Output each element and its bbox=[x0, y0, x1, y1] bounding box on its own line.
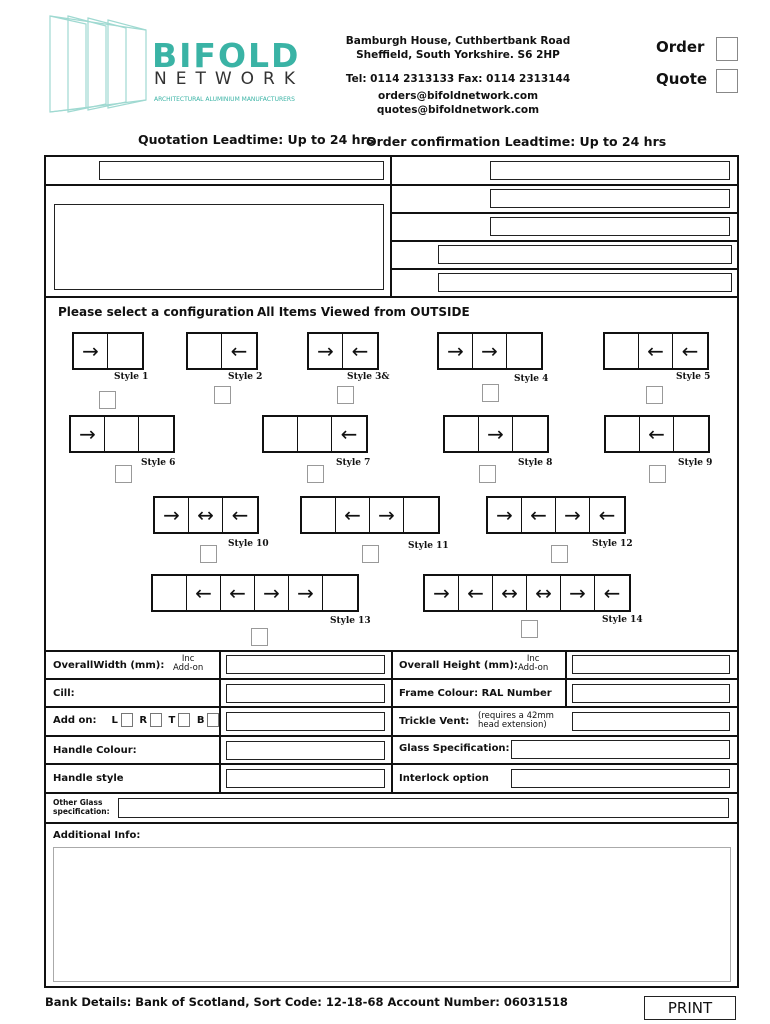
style-11-pane-3: → bbox=[370, 498, 404, 532]
style-10-checkbox[interactable] bbox=[200, 545, 217, 563]
style-14-pane-1: → bbox=[425, 576, 459, 610]
add-on-group bbox=[53, 713, 222, 728]
style-9-pane-2: ← bbox=[640, 417, 674, 451]
style-7-pane-3: ← bbox=[340, 422, 358, 446]
style-6-pane-2 bbox=[105, 417, 139, 451]
style-12-label: Style 12 bbox=[592, 539, 633, 549]
bank-details: Bank Details: Bank of Scotland, Sort Code: 12-18-68 Account Number: 06031518 bbox=[45, 995, 568, 1009]
style-13-pane-1 bbox=[153, 576, 187, 610]
handle-colour-label: Handle Colour: bbox=[53, 745, 137, 756]
style-13-pane-5: → bbox=[289, 576, 323, 610]
style-2-checkbox[interactable] bbox=[214, 386, 231, 404]
add-on-r-label: R bbox=[139, 715, 148, 726]
overall-width-field[interactable] bbox=[226, 655, 385, 674]
style-10-pane-2: ↔ bbox=[189, 498, 223, 532]
frame-colour-field[interactable] bbox=[572, 684, 730, 703]
style-5-pane-1 bbox=[605, 334, 639, 368]
style-11-pane-4 bbox=[404, 498, 438, 532]
additional-info-label: Additional Info: bbox=[53, 830, 141, 841]
quotation-leadtime: Quotation Leadtime: Up to 24 hrs bbox=[138, 132, 375, 147]
style-5-diagram bbox=[603, 332, 709, 370]
style-2-diagram bbox=[186, 332, 258, 370]
width-inc-addon bbox=[173, 655, 203, 673]
add-on-b-label: B bbox=[196, 715, 205, 726]
style-13-diagram bbox=[151, 574, 359, 612]
style-8-pane-3 bbox=[513, 417, 547, 451]
interlock-label: Interlock option bbox=[399, 773, 489, 784]
style-1-label: Style 1 bbox=[114, 372, 149, 382]
add-on-l-label: L bbox=[111, 715, 118, 726]
style-9-diagram bbox=[604, 415, 710, 453]
style-6-label: Style 6 bbox=[141, 458, 176, 468]
style-14-label: Style 14 bbox=[602, 615, 643, 625]
style-11-diagram bbox=[300, 496, 440, 534]
style-7-pane-2 bbox=[298, 417, 332, 451]
trickle-vent-field[interactable] bbox=[572, 712, 730, 731]
address-line-2: Sheffield, South Yorkshire. S6 2HP bbox=[356, 49, 560, 61]
style-10-label: Style 10 bbox=[228, 539, 269, 549]
style-4-pane-3 bbox=[507, 334, 541, 368]
add-on-label: Add on: bbox=[53, 715, 97, 726]
style-4-label: Style 4 bbox=[514, 374, 549, 384]
glass-spec-label: Glass Specification: bbox=[399, 743, 510, 754]
style-4-diagram bbox=[437, 332, 543, 370]
style-12-pane-2: ← bbox=[522, 498, 556, 532]
height-inc-label: Inc bbox=[526, 654, 540, 664]
style-3-label: Style 3& bbox=[347, 372, 390, 382]
style-9-pane-3 bbox=[674, 417, 708, 451]
style-3-diagram bbox=[307, 332, 379, 370]
style-6-pane-3 bbox=[139, 417, 173, 451]
config-subheading: All Items Viewed from OUTSIDE bbox=[257, 305, 470, 319]
style-2-pane-1 bbox=[188, 334, 222, 368]
frame-colour-label: Frame Colour: RAL Number bbox=[399, 688, 552, 699]
style-6-diagram bbox=[69, 415, 175, 453]
style-10-pane-3: ← bbox=[231, 503, 249, 527]
interlock-field[interactable] bbox=[511, 769, 730, 788]
style-7-diagram bbox=[262, 415, 368, 453]
style-14-pane-6: ← bbox=[603, 581, 621, 605]
logo-brand-top: BIFOLD bbox=[152, 36, 301, 75]
style-2-pane-2: ← bbox=[230, 339, 248, 363]
style-1-pane-2 bbox=[108, 334, 142, 368]
style-1-pane-1: → bbox=[74, 334, 108, 368]
other-glass-line-2: specification: bbox=[53, 807, 110, 816]
style-14-pane-2: ← bbox=[459, 576, 493, 610]
style-10-diagram bbox=[153, 496, 259, 534]
add-on-t-label: T bbox=[168, 715, 176, 726]
customer-name-field[interactable] bbox=[99, 161, 384, 180]
overall-width-label: OverallWidth (mm): bbox=[53, 660, 165, 671]
style-14-diagram bbox=[423, 574, 631, 612]
company-logo bbox=[46, 14, 326, 114]
style-6-checkbox[interactable] bbox=[115, 465, 132, 483]
style-6-pane-1: → bbox=[71, 417, 105, 451]
order-checkbox[interactable] bbox=[716, 37, 738, 61]
add-on-l-checkbox[interactable] bbox=[121, 713, 133, 727]
style-5-checkbox[interactable] bbox=[646, 386, 663, 404]
style-10-pane-1: → bbox=[155, 498, 189, 532]
overall-height-field[interactable] bbox=[572, 655, 730, 674]
width-addon-label: Add-on bbox=[173, 663, 204, 673]
contact-field-5[interactable] bbox=[438, 273, 732, 292]
style-12-pane-3: → bbox=[556, 498, 590, 532]
style-13-checkbox[interactable] bbox=[251, 628, 268, 646]
style-3-checkbox[interactable] bbox=[337, 386, 354, 404]
style-13-pane-3: ← bbox=[221, 576, 255, 610]
height-addon-label: Add-on bbox=[518, 663, 549, 673]
style-8-checkbox[interactable] bbox=[479, 465, 496, 483]
logo-brand-bottom: NETWORK bbox=[154, 69, 304, 89]
style-7-checkbox[interactable] bbox=[307, 465, 324, 483]
handle-style-label: Handle style bbox=[53, 773, 124, 784]
add-on-r-checkbox[interactable] bbox=[150, 713, 162, 727]
style-5-label: Style 5 bbox=[676, 372, 711, 382]
style-8-diagram bbox=[443, 415, 549, 453]
style-4-pane-2: → bbox=[473, 334, 507, 368]
style-11-pane-2: ← bbox=[336, 498, 370, 532]
style-4-checkbox[interactable] bbox=[482, 384, 499, 402]
quotes-email: quotes@bifoldnetwork.com bbox=[376, 104, 540, 116]
customer-address-field[interactable] bbox=[54, 204, 384, 290]
additional-info-field[interactable] bbox=[53, 847, 731, 982]
logo-tagline: ARCHITECTURAL ALUMINIUM MANUFACTURERS bbox=[154, 96, 295, 103]
order-leadtime: Order confirmation Leadtime: Up to 24 hrs bbox=[366, 134, 667, 149]
style-9-checkbox[interactable] bbox=[649, 465, 666, 483]
width-inc-label: Inc bbox=[181, 654, 195, 664]
handle-colour-field[interactable] bbox=[226, 741, 385, 760]
style-5-pane-3: ← bbox=[681, 339, 699, 363]
address-line-1: Bamburgh House, Cuthbertbank Road bbox=[345, 35, 571, 47]
style-8-pane-1 bbox=[445, 417, 479, 451]
trickle-note-line-2: head extension) bbox=[478, 720, 547, 730]
contact-field-3[interactable] bbox=[490, 217, 730, 236]
style-5-pane-2: ← bbox=[639, 334, 673, 368]
trickle-vent-label: Trickle Vent: bbox=[399, 716, 470, 727]
quote-checkbox[interactable] bbox=[716, 69, 738, 93]
add-on-t-checkbox[interactable] bbox=[178, 713, 190, 727]
style-12-pane-1: → bbox=[488, 498, 522, 532]
style-11-label: Style 11 bbox=[408, 541, 449, 551]
other-glass-line-1: Other Glass bbox=[53, 798, 103, 807]
style-14-pane-5: → bbox=[561, 576, 595, 610]
style-2-label: Style 2 bbox=[228, 372, 263, 382]
style-14-checkbox[interactable] bbox=[521, 620, 538, 638]
add-on-field[interactable] bbox=[226, 712, 385, 731]
style-11-checkbox[interactable] bbox=[362, 545, 379, 563]
style-13-pane-2: ← bbox=[187, 576, 221, 610]
contact-field-2[interactable] bbox=[490, 189, 730, 208]
other-glass-field[interactable] bbox=[118, 798, 729, 818]
style-12-checkbox[interactable] bbox=[551, 545, 568, 563]
style-7-pane-1 bbox=[264, 417, 298, 451]
style-11-pane-1 bbox=[302, 498, 336, 532]
overall-height-label: Overall Height (mm): bbox=[399, 660, 518, 671]
style-3-pane-1: → bbox=[309, 334, 343, 368]
style-13-pane-6 bbox=[323, 576, 357, 610]
trickle-note-line-1: (requires a 42mm bbox=[478, 711, 554, 721]
config-heading: Please select a configuration bbox=[58, 305, 255, 319]
other-glass-label bbox=[53, 798, 110, 816]
style-7-label: Style 7 bbox=[336, 458, 371, 468]
height-inc-addon bbox=[518, 655, 548, 673]
style-4-pane-1: → bbox=[439, 334, 473, 368]
style-14-pane-3: ↔ bbox=[493, 576, 527, 610]
style-13-label: Style 13 bbox=[330, 616, 371, 626]
style-1-checkbox[interactable] bbox=[99, 391, 116, 409]
print-button[interactable]: PRINT bbox=[644, 996, 736, 1020]
style-12-diagram bbox=[486, 496, 626, 534]
company-address bbox=[340, 34, 576, 117]
style-8-pane-2: → bbox=[479, 417, 513, 451]
style-8-label: Style 8 bbox=[518, 458, 553, 468]
style-1-diagram bbox=[72, 332, 144, 370]
quote-label: Quote bbox=[656, 70, 708, 88]
add-on-b-checkbox[interactable] bbox=[207, 713, 219, 727]
order-label: Order bbox=[656, 38, 705, 56]
style-9-pane-1 bbox=[606, 417, 640, 451]
contact-field-4[interactable] bbox=[438, 245, 732, 264]
style-9-label: Style 9 bbox=[678, 458, 713, 468]
cill-label: Cill: bbox=[53, 688, 75, 699]
style-14-pane-4: ↔ bbox=[527, 576, 561, 610]
cill-field[interactable] bbox=[226, 684, 385, 703]
handle-style-field[interactable] bbox=[226, 769, 385, 788]
style-13-pane-4: → bbox=[255, 576, 289, 610]
style-12-pane-4: ← bbox=[598, 503, 616, 527]
style-3-pane-2: ← bbox=[351, 339, 369, 363]
trickle-vent-note bbox=[478, 712, 554, 730]
contact-field-1[interactable] bbox=[490, 161, 730, 180]
glass-spec-field[interactable] bbox=[511, 740, 730, 759]
phone-fax: Tel: 0114 2313133 Fax: 0114 2313144 bbox=[345, 73, 571, 85]
orders-email: orders@bifoldnetwork.com bbox=[377, 90, 539, 102]
